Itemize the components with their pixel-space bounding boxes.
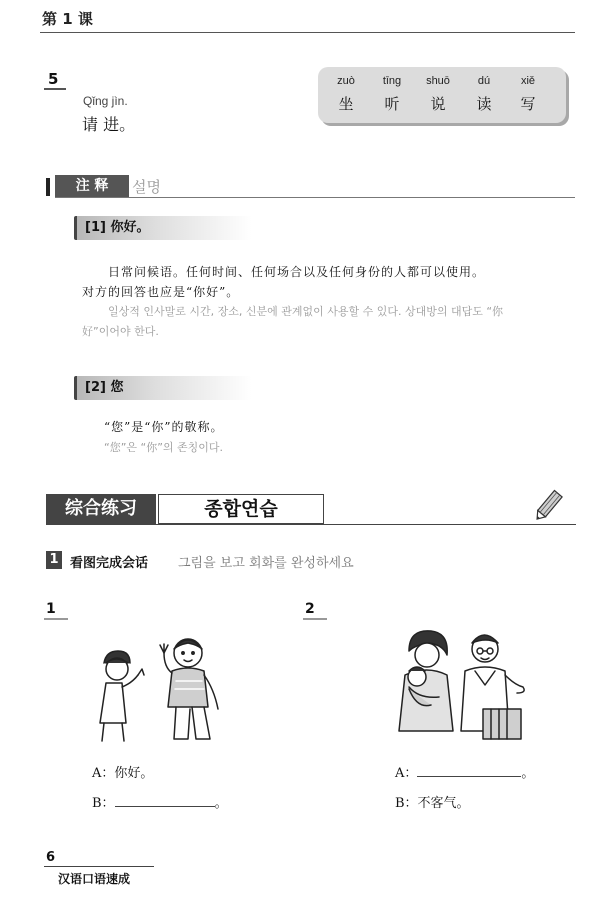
note-heading-box — [74, 216, 252, 240]
word-pinyin: xiě — [520, 75, 536, 87]
dialogue-line-a: A：你好。 — [92, 766, 154, 781]
note-chinese-text: 日常问候语。任何时间、任何场合以及任何身份的人都可以使用。 — [108, 265, 486, 279]
dialogue-punctuation: 。 — [521, 766, 535, 781]
picture-number-underline — [303, 618, 327, 620]
item-hanzi: 请 进。 — [82, 115, 136, 134]
picture-number-underline — [44, 618, 68, 620]
note-korean-text: 好”이어야 한다. — [82, 325, 159, 338]
word-pinyin: zuò — [337, 75, 355, 87]
answer-blank[interactable] — [417, 776, 521, 777]
family-illustration — [395, 625, 535, 743]
section-title: 看图完成会话 — [70, 556, 149, 571]
exercise-divider — [46, 524, 576, 525]
picture-number: 1 — [46, 601, 56, 617]
word-pinyin: dú — [477, 75, 491, 87]
word-hanzi: 听 — [384, 95, 400, 113]
word-hanzi: 说 — [430, 95, 446, 113]
note-heading: [1] 你好。 — [85, 220, 150, 235]
note-korean-text: “您”은 “你”의 존칭이다. — [104, 441, 224, 454]
word-hanzi: 坐 — [338, 95, 354, 113]
word-hanzi: 读 — [476, 95, 492, 113]
word-hanzi: 写 — [520, 95, 536, 113]
answer-blank[interactable] — [115, 806, 215, 807]
book-title: 汉语口语速成 — [58, 872, 131, 886]
pencil-icon — [532, 488, 564, 524]
section-title-korean: 그림을 보고 회화를 완성하세요 — [178, 556, 354, 571]
dialogue-speaker: B： — [92, 796, 115, 811]
picture-number: 2 — [305, 601, 315, 617]
footer-divider — [44, 866, 154, 867]
exercise-title: 综合练习 — [46, 494, 156, 524]
vocabulary-box — [318, 67, 566, 123]
page-number: 6 — [46, 850, 56, 865]
dialogue-line-b — [92, 792, 228, 811]
dialogue-speaker: A： — [395, 766, 418, 781]
note-heading: [2] 您 — [85, 380, 124, 395]
word-pinyin: shuō — [426, 75, 450, 87]
notes-title-korean: 설명 — [132, 178, 161, 196]
notes-divider — [55, 197, 575, 198]
lesson-label: 第 1 课 — [42, 10, 93, 28]
dialogue-punctuation: 。 — [214, 796, 228, 811]
note-chinese-text: 对方的回答也应是“你好”。 — [82, 285, 240, 299]
header-divider — [40, 32, 575, 33]
note-chinese-text: “您”是“你”的敬称。 — [104, 420, 224, 434]
section-number: 1 — [46, 551, 62, 569]
dialogue-line-b: B：不客气。 — [395, 796, 470, 811]
notes-title: 注 释 — [55, 175, 129, 197]
item-number: 5 — [48, 70, 59, 88]
item-pinyin: Qǐng jìn. — [83, 94, 128, 108]
note-korean-text: 일상적 인사말로 시간, 장소, 신분에 관계없이 사용할 수 있다. 상대방의 대답도 “你 — [108, 305, 504, 318]
note-heading-box — [74, 376, 252, 400]
word-pinyin: tīng — [382, 75, 402, 87]
notes-marker — [46, 178, 50, 196]
dialogue-line-a — [395, 762, 534, 781]
item-number-underline — [44, 88, 66, 90]
exercise-title-korean: 종합연습 — [158, 494, 324, 524]
greeting-illustration — [92, 625, 232, 743]
